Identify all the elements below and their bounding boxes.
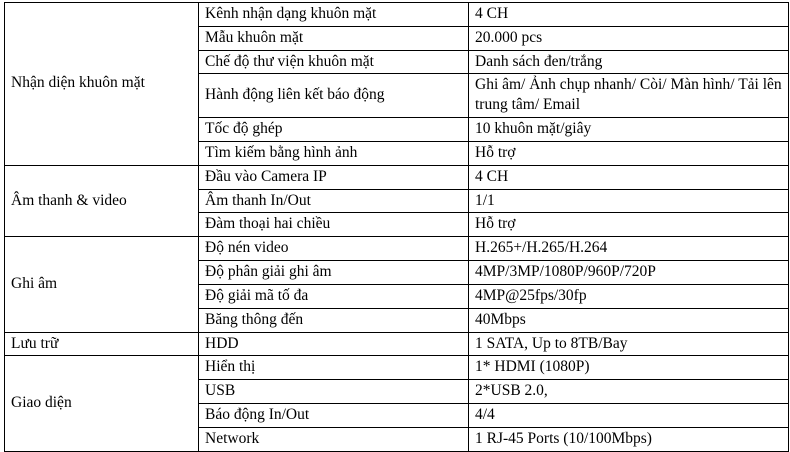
spec-value-cell: 1 RJ-45 Ports (10/100Mbps) <box>469 427 789 451</box>
spec-value-cell: 4MP@25fps/30fp <box>469 284 789 308</box>
spec-label-cell: Độ phân giải ghi âm <box>199 261 469 285</box>
spec-value-cell: 1 SATA, Up to 8TB/Bay <box>469 332 789 356</box>
spec-label-cell: Báo động In/Out <box>199 404 469 428</box>
spec-label-cell: Tìm kiếm bằng hình ảnh <box>199 141 469 165</box>
spec-label-cell: Tốc độ ghép <box>199 118 469 142</box>
spec-value-cell: 10 khuôn mặt/giây <box>469 118 789 142</box>
spec-label-cell: Đầu vào Camera IP <box>199 165 469 189</box>
spec-value-cell: 2*USB 2.0, <box>469 380 789 404</box>
spec-value-cell: Hỗ trợ <box>469 141 789 165</box>
spec-label-cell: HDD <box>199 332 469 356</box>
table-row <box>5 165 789 189</box>
table-row <box>5 356 789 380</box>
spec-label-cell: Độ nén video <box>199 237 469 261</box>
spec-value-cell: 4/4 <box>469 404 789 428</box>
spec-label-cell: Hành động liên kết báo động <box>199 74 469 118</box>
spec-label-cell: Chế độ thư viện khuôn mặt <box>199 50 469 74</box>
spec-group-cell: Lưu trữ <box>5 332 199 356</box>
table-row <box>5 332 789 356</box>
spec-group-cell: Âm thanh & video <box>5 165 199 236</box>
specification-table-body <box>5 3 789 452</box>
spec-label-cell: Băng thông đến <box>199 308 469 332</box>
spec-value-cell: 4 CH <box>469 3 789 27</box>
spec-label-cell: USB <box>199 380 469 404</box>
spec-label-cell: Network <box>199 427 469 451</box>
specification-table <box>4 2 789 452</box>
spec-value-cell: 4MP/3MP/1080P/960P/720P <box>469 261 789 285</box>
table-row <box>5 237 789 261</box>
spec-value-cell: H.265+/H.265/H.264 <box>469 237 789 261</box>
table-row <box>5 3 789 27</box>
spec-value-cell: 20.000 pcs <box>469 26 789 50</box>
spec-group-cell: Giao diện <box>5 356 199 451</box>
spec-label-cell: Kênh nhận dạng khuôn mặt <box>199 3 469 27</box>
spec-label-cell: Âm thanh In/Out <box>199 189 469 213</box>
spec-value-cell: 1/1 <box>469 189 789 213</box>
spec-value-cell: 1* HDMI (1080P) <box>469 356 789 380</box>
spec-value-cell: Danh sách đen/trắng <box>469 50 789 74</box>
spec-value-cell: 4 CH <box>469 165 789 189</box>
spec-label-cell: Hiển thị <box>199 356 469 380</box>
spec-group-cell: Ghi âm <box>5 237 199 332</box>
spec-value-cell: 40Mbps <box>469 308 789 332</box>
spec-group-cell: Nhận diện khuôn mặt <box>5 3 199 166</box>
spec-label-cell: Độ giải mã tố đa <box>199 284 469 308</box>
spec-value-cell: Ghi âm/ Ảnh chụp nhanh/ Còi/ Màn hình/ Tải lên trung tâm/ Email <box>469 74 789 118</box>
spec-value-cell: Hỗ trợ <box>469 213 789 237</box>
spec-label-cell: Đàm thoại hai chiều <box>199 213 469 237</box>
spec-label-cell: Mẫu khuôn mặt <box>199 26 469 50</box>
